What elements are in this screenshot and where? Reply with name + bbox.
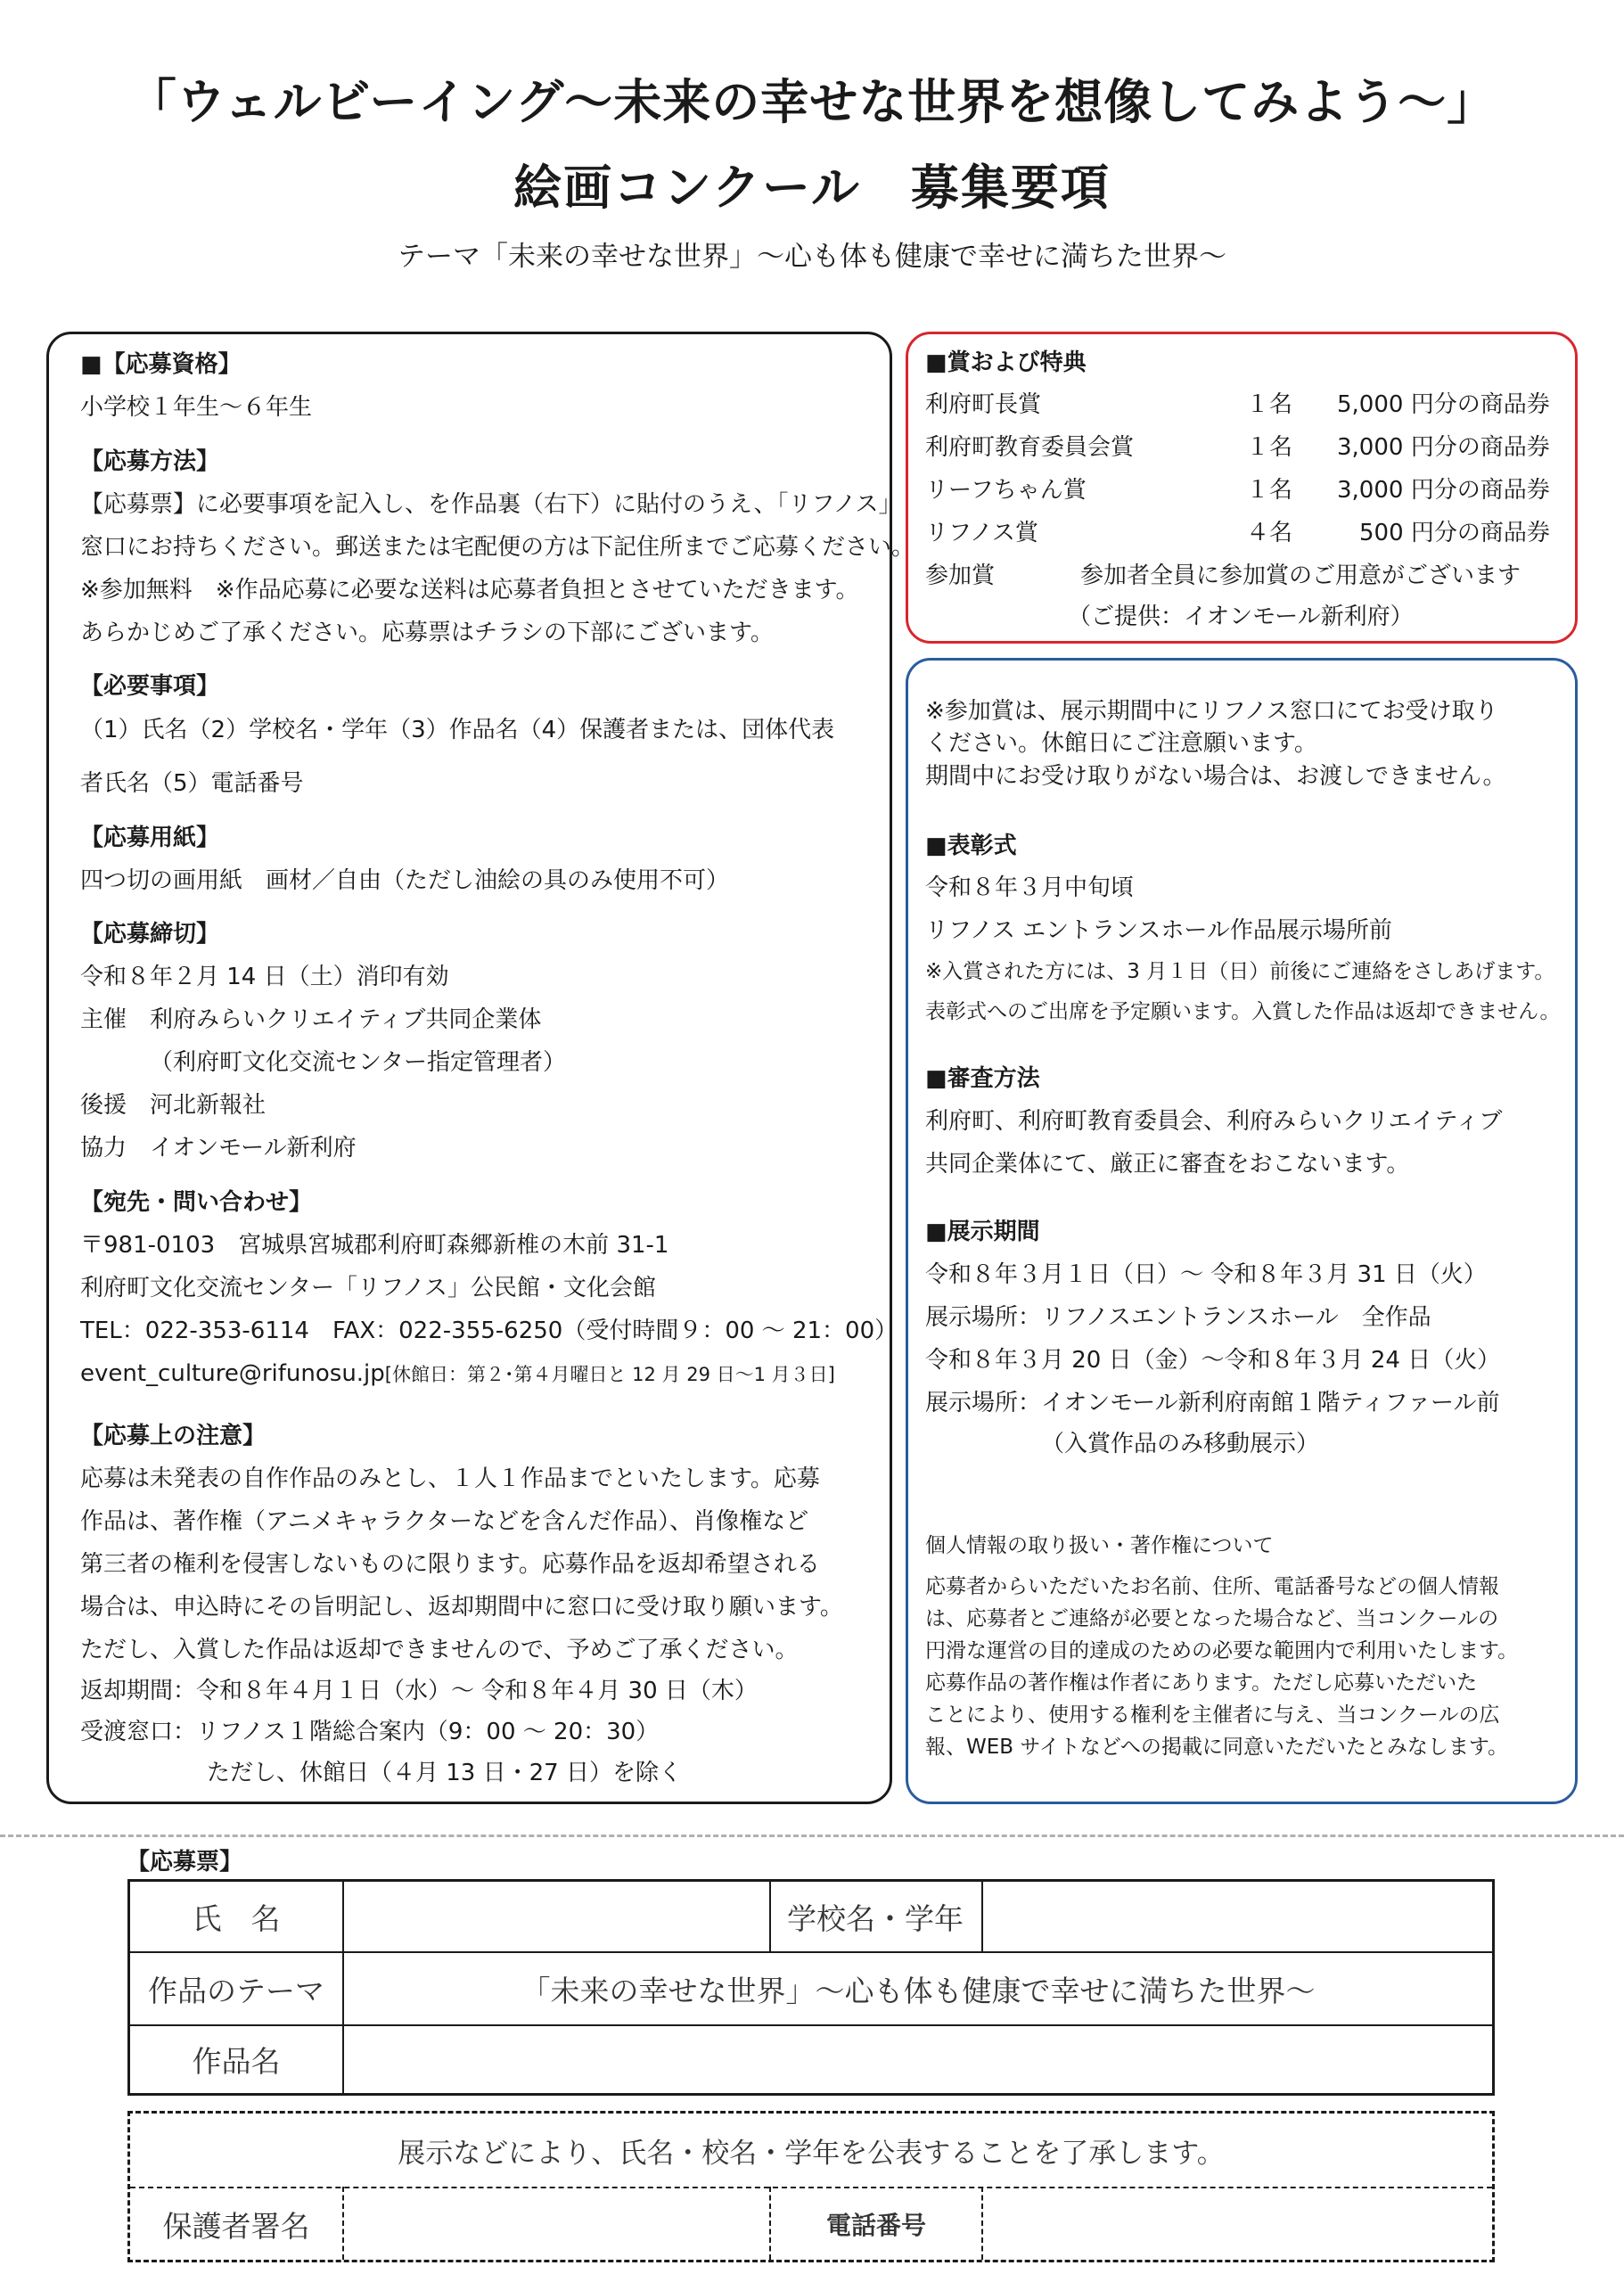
notes-line: 応募は未発表の自作作品のみとし、１人１作品までといたします。応募	[80, 1465, 820, 1492]
prize-count: １名	[1246, 391, 1293, 418]
prize-count: ４名	[1246, 520, 1293, 546]
paper-text: 四つ切の画用紙 画材／自由（ただし油絵の具のみ使用不可）	[80, 867, 730, 894]
pickup-line: 期間中にお受け取りがない場合は、お渡しできません。	[925, 763, 1506, 790]
phone-field[interactable]	[983, 2188, 1492, 2260]
deadline-text: 令和８年２月 14 日（土）消印有効	[80, 964, 449, 990]
participation-text: 参加者全員に参加賞のご用意がございます	[1080, 562, 1521, 589]
title-field[interactable]	[344, 2026, 1492, 2093]
notes-line: 第三者の権利を侵害しないものに限ります。応募作品を返却希望される	[80, 1551, 820, 1578]
phone-label: 電話番号	[825, 2211, 926, 2240]
consent-text: 展示などにより、氏名・校名・学年を公表することを了承します。	[398, 2137, 1225, 2170]
application-form-label: 【応募票】	[127, 1849, 243, 1876]
required-line: 者氏名（5）電話番号	[80, 770, 304, 797]
contact-email-row	[80, 1359, 835, 1389]
cut-line	[0, 1835, 1624, 1837]
ceremony-date: 令和８年３月中旬頃	[925, 874, 1135, 901]
return-except: ただし、休館日（４月 13 日・27 日）を除く	[207, 1760, 682, 1786]
method-line: あらかじめご了承ください。応募票はチラシの下部にございます。	[80, 620, 774, 646]
prize-reward: 5,000 円分の商品券	[1337, 391, 1550, 418]
cooperation-text: 協力 イオンモール新利府	[80, 1135, 357, 1162]
organizer-note: （利府町文化交流センター指定管理者）	[150, 1049, 566, 1076]
page-title: 「ウェルビーイング〜未来の幸せな世界を想像してみよう〜」	[127, 74, 1497, 130]
tel-fax-text: TEL：022-353-6114 FAX：022-355-6250（受付時間９：00 〜 21：00）	[80, 1317, 898, 1344]
title-label: 作品名	[192, 2044, 281, 2079]
privacy-line: 報、WEB サイトなどへの掲載に同意いただいたとみなします。	[925, 1736, 1508, 1759]
contact-heading: 【宛先・問い合わせ】	[80, 1189, 313, 1216]
participation-note: （ご提供：イオンモール新利府）	[1068, 603, 1414, 630]
closed-days-text: [休館日：第２･第４月曜日と 12 月 29 日〜1 月３日]	[384, 1364, 835, 1385]
school-label: 学校名・学年	[787, 1900, 964, 1936]
method-line: ※参加無料 ※作品応募に必要な送料は応募者負担とさせていただきます。	[80, 577, 859, 603]
privacy-line: 円滑な運営の目的達成のための必要な範囲内で利用いたします。	[925, 1639, 1519, 1662]
guardian-signature-field[interactable]	[344, 2188, 769, 2260]
method-line: 窓口にお持ちください。郵送または宅配便の方は下記住所までご応募ください。	[80, 534, 915, 561]
notes-line: 作品は、著作権（アニメキャラクターなどを含んだ作品）、肖像権など	[80, 1508, 809, 1535]
address-text: 〒981-0103 宮城県宮城郡利府町森郷新椎の木前 31-1	[80, 1232, 669, 1259]
participation-label: 参加賞	[925, 562, 996, 589]
prize-name: 利府町長賞	[925, 391, 1042, 418]
paper-heading: 【応募用紙】	[80, 825, 220, 851]
prize-reward: 500 円分の商品券	[1359, 520, 1550, 546]
exhibit-place: 展示場所：イオンモール新利府南館１階ティファール前	[925, 1390, 1500, 1416]
exhibit-note: （入賞作品のみ移動展示）	[1041, 1431, 1320, 1457]
notes-line: ただし、入賞した作品は返却できませんので、予めご了承ください。	[80, 1637, 799, 1663]
guardian-label: 保護者署名	[162, 2208, 310, 2244]
theme-value: 「未来の幸せな世界」〜心も体も健康で幸せに満ちた世界〜	[521, 1973, 1316, 2008]
ceremony-place: リフノス エントランスホール作品展示場所前	[925, 917, 1392, 944]
deadline-heading: 【応募締切】	[80, 921, 220, 948]
page-subtitle: 絵画コンクール 募集要項	[513, 160, 1111, 216]
ceremony-heading: ■表彰式	[925, 833, 1017, 859]
privacy-line: 応募者からいただいたお名前、住所、電話番号などの個人情報	[925, 1575, 1499, 1598]
pickup-line: ください。休館日にご注意願います。	[925, 730, 1317, 757]
judging-line: 利府町、利府町教育委員会、利府みらいクリエイティブ	[925, 1108, 1503, 1135]
exhibit-period: 令和８年３月 20 日（金）〜令和８年３月 24 日（火）	[925, 1347, 1501, 1374]
required-heading: 【必要事項】	[80, 673, 220, 700]
privacy-heading: 個人情報の取り扱い・著作権について	[925, 1534, 1274, 1557]
prize-count: １名	[1246, 434, 1293, 461]
return-period: 返却期間：令和８年４月１日（水）〜 令和８年４月 30 日（木）	[80, 1678, 758, 1704]
application-form	[127, 1879, 1495, 2096]
exhibit-heading: ■展示期間	[925, 1219, 1040, 1245]
sponsor-text: 後援 河北新報社	[80, 1092, 267, 1119]
eligibility-heading: ■【応募資格】	[80, 351, 242, 378]
school-field[interactable]	[983, 1882, 1492, 1951]
prize-name: 利府町教育委員会賞	[925, 434, 1135, 461]
consent-form	[127, 2111, 1495, 2262]
return-counter: 受渡窓口：リフノス１階総合案内（9：00 〜 20：30）	[80, 1719, 660, 1745]
organizer-text: 主催 利府みらいクリエイティブ共同企業体	[80, 1006, 542, 1033]
venue-text: 利府町文化交流センター「リフノス」公民館・文化会館	[80, 1275, 656, 1301]
method-heading: 【応募方法】	[80, 448, 220, 475]
exhibit-place: 展示場所：リフノスエントランスホール 全作品	[925, 1304, 1431, 1331]
prize-count: １名	[1246, 477, 1293, 504]
prize-name: リフノス賞	[925, 520, 1038, 546]
privacy-line: 応募作品の著作権は作者にあります。ただし応募いただいた	[925, 1671, 1478, 1695]
prize-reward: 3,000 円分の商品券	[1337, 434, 1550, 461]
judging-heading: ■審査方法	[925, 1065, 1040, 1092]
ceremony-note: 表彰式へのご出席を予定願います。入賞した作品は返却できません。	[925, 1000, 1561, 1023]
notes-line: 場合は、申込時にその旨明記し、返却期間中に窓口に受け取り願います。	[80, 1594, 843, 1621]
judging-line: 共同企業体にて、厳正に審査をおこないます。	[925, 1151, 1410, 1178]
prize-reward: 3,000 円分の商品券	[1337, 477, 1550, 504]
email-link[interactable]: event_culture@rifunosu.jp	[80, 1360, 385, 1387]
prizes-heading: ■賞および特典	[925, 349, 1087, 376]
pickup-line: ※参加賞は、展示期間中にリフノス窓口にてお受け取り	[925, 698, 1498, 725]
theme-line: テーマ「未来の幸せな世界」〜心も体も健康で幸せに満ちた世界〜	[398, 241, 1226, 273]
theme-label: 作品のテーマ	[148, 1973, 324, 2008]
eligibility-text: 小学校１年生〜６年生	[80, 394, 313, 421]
notes-heading: 【応募上の注意】	[80, 1423, 267, 1449]
method-line: 【応募票】に必要事項を記入し、を作品裏（右下）に貼付のうえ、「リフノス」	[80, 491, 902, 518]
name-field[interactable]	[344, 1882, 769, 1951]
required-line: （1）氏名（2）学校名・学年（3）作品名（4）保護者または、団体代表	[80, 717, 835, 743]
prize-name: リーフちゃん賞	[925, 477, 1087, 504]
privacy-line: ことにより、使用する権利を主催者に与え、当コンクールの広	[925, 1703, 1500, 1727]
exhibit-period: 令和８年３月１日（日）〜 令和８年３月 31 日（火）	[925, 1261, 1487, 1288]
name-label: 氏 名	[192, 1900, 281, 1936]
ceremony-note: ※入賞された方には、3 月１日（日）前後にご連絡をさしあげます。	[925, 960, 1555, 983]
privacy-line: は、応募者とご連絡が必要となった場合など、当コンクールの	[925, 1607, 1499, 1630]
